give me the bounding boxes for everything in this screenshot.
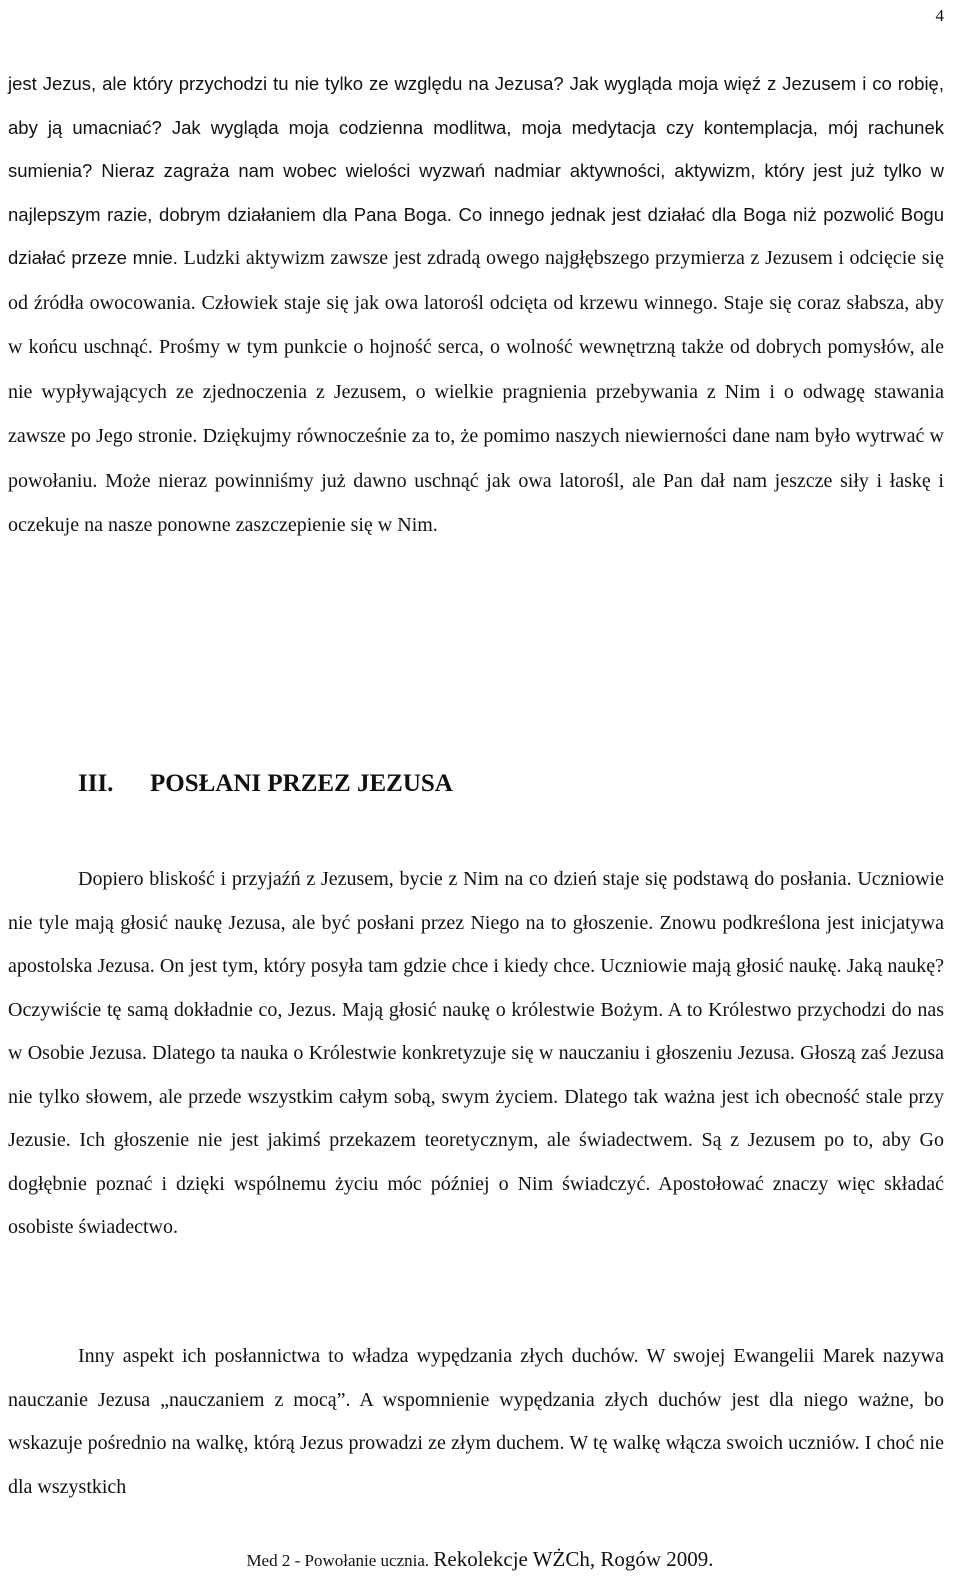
page-footer [0, 1547, 960, 1572]
page-number: 4 [935, 6, 944, 25]
paragraph-1-sans-text: jest Jezus, ale który przychodzi tu nie tylko ze względu na Jezusa? Jak wygląda moja więź z Jezusem i co robię, aby ją umacniać? Jak wygląda moja codzienna modlitwa, moja medytacja czy kontemplacja, mój rachunek sumienia? Nieraz zagraża nam wobec wielości wyzwań nadmiar aktywności, aktywizm, który jest już tylko w najlepszym razie, dobrym działaniem dla Pana Boga. Co innego jednak jest działać dla Boga niż pozwolić Bogu działać przeze mnie. [8, 73, 944, 268]
footer-small-text: Med 2 - Powołanie ucznia. [246, 1551, 430, 1570]
paragraph-1 [8, 62, 944, 548]
paragraph-2: Dopiero bliskość i przyjaźń z Jezusem, bycie z Nim na co dzień staje się podstawą do posłania. Uczniowie nie tyle mają głosić naukę Jezusa, ale być posłani przez Niego na to głoszenie. Znowu podkreślona jest inicjatywa apostolska Jezusa. On jest tym, który posyła tam gdzie chce i kiedy chce. Uczniowie mają głosić naukę. Jaką naukę? Oczywiście tę samą dokładnie co, Jezus. Mają głosić naukę o królestwie Bożym. A to Królestwo przychodzi do nas w Osobie Jezusa. Dlatego ta nauka o Królestwie konkretyzuje się w nauczaniu i głoszeniu Jezusa. Głoszą zaś Jezusa nie tylko słowem, ale przede wszystkim całym sobą, swym życiem. Dlatego tak ważna jest ich obecność stale przy Jezusie. Ich głoszenie nie jest jakimś przekazem teoretycznym, ale świadectwem. Są z Jezusem po to, aby Go dogłębnie poznać i dzięki wspólnemu życiu móc później o Nim świadczyć. Apostołować znaczy więc składać osobiste świadectwo. [8, 868, 944, 1238]
section-title: POSŁANI PRZEZ JEZUSA [150, 770, 453, 797]
footer-large-text: Rekolekcje WŻCh, Rogów 2009. [433, 1547, 714, 1571]
section-number: III. [78, 770, 114, 797]
paragraph-3: Inny aspekt ich posłannictwa to władza wypędzania złych duchów. W swojej Ewangelii Marek nazywa nauczanie Jezusa „nauczaniem z mocą”. A wspomnienie wypędzania złych duchów jest dla niego ważne, bo wskazuje pośrednio na walkę, którą Jezus prowadzi ze złym duchem. W tę walkę włącza swoich uczniów. I choć nie dla wszystkich [8, 1345, 944, 1498]
paragraph-1-serif-text: Ludzki aktywizm zawsze jest zdradą owego najgłębszego przymierza z Jezusem i odcięcie się od źródła owocowania. Człowiek staje się jak owa latorośl odcięta od krzewu winnego. Staje się coraz słabsza, aby w końcu uschnąć. Prośmy w tym punkcie o hojność serca, o wolność wewnętrzną także od dobrych pomysłów, ale nie wypływających ze zjednoczenia z Jezusem, o wielkie pragnienia przebywania z Nim i o odwagę stawania zawsze po Jego stronie. Dziękujmy równocześnie za to, że pomimo naszych niewierności dane nam było wytrwać w powołaniu. Może nieraz powinniśmy już dawno uschnąć jak owa latorośl, ale Pan dał nam jeszcze siły i łaskę i oczekuje na nasze ponowne zaszczepienie się w Nim. [8, 247, 944, 536]
section-heading [78, 770, 453, 798]
